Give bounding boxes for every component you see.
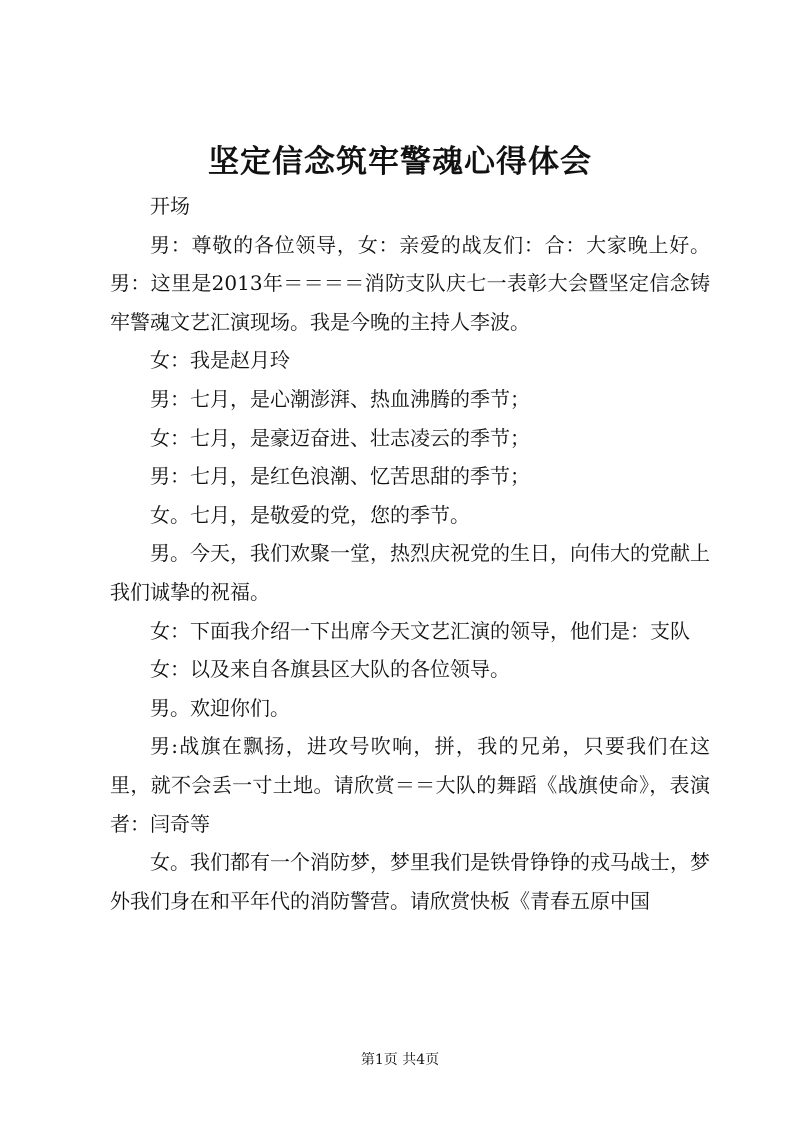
paragraph: 女。七月，是敬爱的党，您的季节。	[150, 502, 470, 527]
document-body	[110, 187, 710, 920]
paragraph: 男。欢迎你们。	[150, 695, 290, 720]
paragraph: 女：我是赵月玲	[150, 348, 290, 373]
paragraph: 男。今天，我们欢聚一堂，热烈庆祝党的生日，向伟大的党献上我们诚挚的祝福。	[110, 541, 710, 604]
paragraph: 女：七月，是豪迈奋进、壮志凌云的季节；	[150, 425, 530, 450]
paragraph: 男:战旗在飘扬，进攻号吹响，拼，我的兄弟，只要我们在这里，就不会丢一寸土地。请欣赏＝＝大队的舞蹈《战旗使命》，表演者：闫奇等	[110, 734, 710, 836]
paragraph: 女。我们都有一个消防梦，梦里我们是铁骨铮铮的戎马战士，梦外我们身在和平年代的消防警营。请欣赏快板《青春五原中国	[110, 850, 710, 913]
paragraph: 男：尊敬的各位领导，女：亲爱的战友们：合：大家晚上好。男：这里是2013年＝＝＝＝消防支队庆七一表彰大会暨坚定信念铸牢警魂文艺汇演现场。我是今晚的主持人李波。	[110, 232, 710, 334]
paragraph: 女：下面我介绍一下出席今天文艺汇演的领导，他们是：支队	[150, 618, 690, 643]
paragraph: 开场	[150, 194, 190, 218]
paragraph: 男：七月，是心潮澎湃、热血沸腾的季节；	[150, 386, 530, 411]
document-title: 坚定信念筑牢警魂心得体会	[208, 144, 592, 180]
paragraph: 女：以及来自各旗县区大队的各位领导。	[150, 657, 510, 682]
page-number-footer: 第1页 共4页	[360, 1052, 440, 1068]
paragraph: 男：七月，是红色浪潮、忆苦思甜的季节；	[150, 464, 530, 489]
